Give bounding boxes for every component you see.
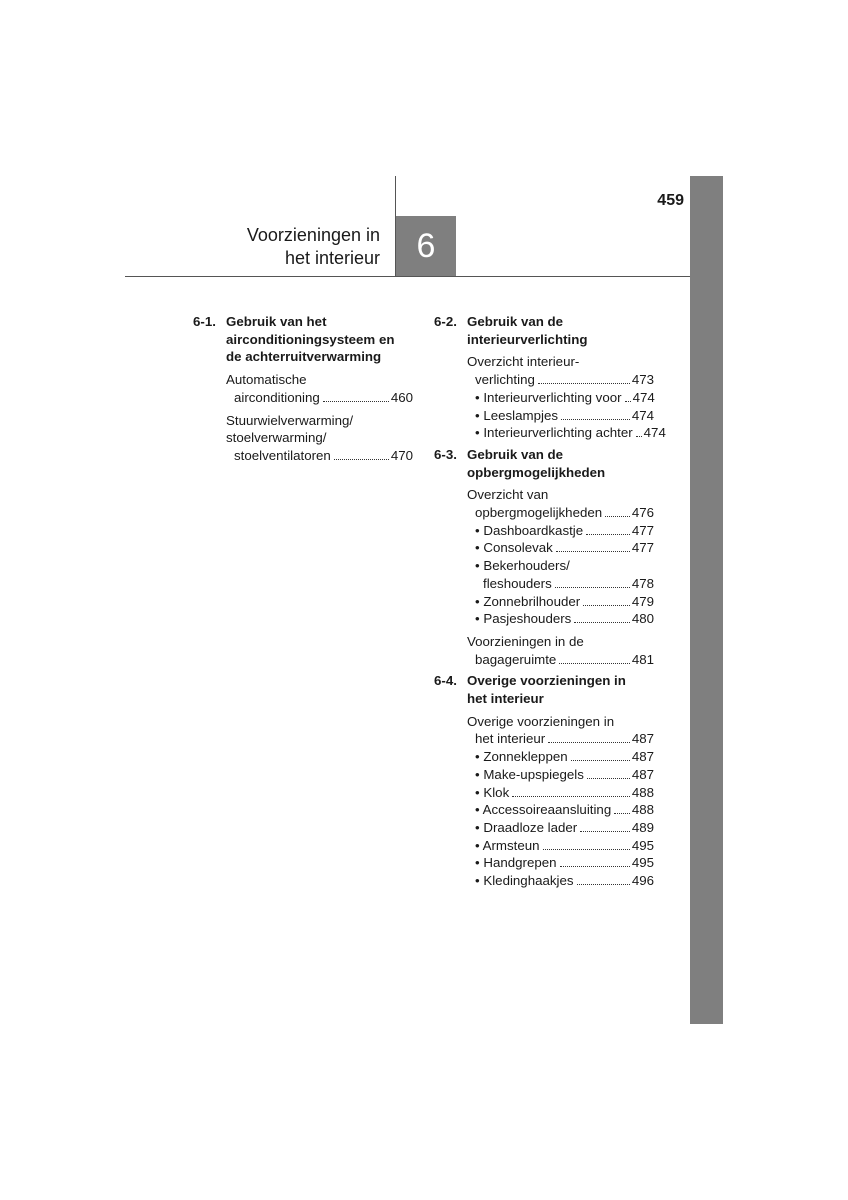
header-horizontal-rule xyxy=(125,276,690,277)
section-number: 6-2. xyxy=(434,314,457,329)
leader-dots xyxy=(583,605,630,606)
toc-sub-entry[interactable] xyxy=(467,819,654,837)
leader-dots xyxy=(538,383,630,384)
leader-dots xyxy=(561,419,630,420)
toc-page-number: 479 xyxy=(631,593,654,609)
toc-entry-label: stoelventilatoren xyxy=(234,447,331,463)
toc-page-number: 495 xyxy=(631,837,654,853)
leader-dots xyxy=(323,401,389,402)
toc-entry-line[interactable] xyxy=(467,371,654,389)
leader-dots xyxy=(614,813,630,814)
toc-page-number: 474 xyxy=(643,425,666,441)
toc-entry-label: • Draadloze lader xyxy=(475,819,578,835)
section-title-line: airconditioningsysteem en xyxy=(226,331,395,347)
section-number: 6-4. xyxy=(434,673,457,689)
leader-dots xyxy=(625,401,631,402)
leader-dots xyxy=(548,742,630,743)
toc-entry-label: • Armsteun xyxy=(475,837,540,853)
chapter-number: 6 xyxy=(416,226,436,265)
toc-page-number: 474 xyxy=(632,389,655,405)
toc-page-number: 477 xyxy=(631,540,654,556)
toc-sub-entry[interactable] xyxy=(467,575,654,593)
section-title-line: Overige voorzieningen in xyxy=(467,673,626,689)
chapter-title-line: Voorzieningen in xyxy=(246,225,380,245)
toc-entry-label: • Zonnekleppen xyxy=(475,749,568,765)
toc-sub-entry[interactable] xyxy=(467,766,654,784)
section-title-line: Gebruik van de xyxy=(467,314,564,329)
section-number: 6-3. xyxy=(434,446,457,462)
toc-entry-label: fleshouders xyxy=(483,575,552,591)
toc-page-number: 478 xyxy=(631,575,654,591)
chapter-title-line: het interieur xyxy=(284,248,380,268)
toc-entry-line[interactable] xyxy=(226,389,413,407)
page-number: 459 xyxy=(657,192,684,209)
toc-entry xyxy=(193,412,413,465)
toc-sub-entry[interactable] xyxy=(467,389,654,407)
toc-entry-text: Automatische xyxy=(226,372,307,388)
leader-dots xyxy=(587,778,630,779)
toc-sub-entry[interactable] xyxy=(467,407,654,425)
toc-page-number: 481 xyxy=(631,651,654,667)
toc-entry-label: • Klok xyxy=(475,784,510,800)
toc-entry xyxy=(434,633,654,668)
toc-entry-label: • Kledinghaakjes xyxy=(475,873,574,889)
toc-entry-label: • Pasjeshouders xyxy=(475,611,572,627)
section-title-line: opbergmogelijkheden xyxy=(467,464,606,480)
toc-page-number: 487 xyxy=(631,749,654,765)
toc-page-number: 487 xyxy=(631,766,654,782)
toc-section-heading[interactable] xyxy=(434,446,654,481)
leader-dots xyxy=(560,866,630,867)
toc-entry-label: het interieur xyxy=(475,731,546,747)
toc-sub-entry[interactable] xyxy=(467,784,654,802)
chapter-side-tab xyxy=(690,176,723,1024)
toc-entry-label: • Interieurverlichting voor xyxy=(475,389,622,405)
toc-sub-entry[interactable] xyxy=(467,593,654,611)
toc-entry-line[interactable] xyxy=(226,447,413,465)
toc-page-number: 473 xyxy=(631,372,654,388)
toc-page-number: 496 xyxy=(631,873,654,889)
toc-entry-label: • Consolevak xyxy=(475,540,553,556)
chapter-title xyxy=(247,224,380,270)
leader-dots xyxy=(559,663,629,664)
chapter-number-box xyxy=(396,216,456,276)
section-number: 6-1. xyxy=(193,314,216,329)
toc-page-number: 495 xyxy=(631,855,654,871)
toc-page-number: 488 xyxy=(631,784,654,800)
toc-entry-label: • Handgrepen xyxy=(475,855,557,871)
toc-sub-entry[interactable] xyxy=(467,854,654,872)
toc-entry-label: • Make-upspiegels xyxy=(475,766,584,782)
toc-page-number: 460 xyxy=(390,389,413,405)
section-title-line: Gebruik van het xyxy=(226,314,327,329)
toc-entry xyxy=(193,371,413,406)
toc-entry-text: Overzicht van xyxy=(467,487,549,503)
toc-entry-label: verlichting xyxy=(475,372,535,388)
toc-entry xyxy=(434,486,654,628)
toc-page-number: 470 xyxy=(390,447,413,463)
toc-sub-entry[interactable] xyxy=(467,424,666,442)
toc-entry-text: Overige voorzieningen in xyxy=(467,713,615,729)
toc-page-number: 477 xyxy=(631,522,654,538)
leader-dots xyxy=(574,622,630,623)
toc-section-heading[interactable] xyxy=(434,313,654,348)
toc-entry-text: Stuurwielverwarming/ xyxy=(226,412,354,428)
toc-entry-line[interactable] xyxy=(467,651,654,669)
toc-left-column xyxy=(193,313,413,469)
toc-right-column xyxy=(434,313,666,894)
toc-sub-entry[interactable] xyxy=(467,801,654,819)
leader-dots xyxy=(586,534,630,535)
toc-entry-label: airconditioning xyxy=(234,389,320,405)
toc-section xyxy=(193,313,413,465)
leader-dots xyxy=(636,436,642,437)
toc-entry-label: opbergmogelijkheden xyxy=(475,505,603,521)
section-title-line: interieurverlichting xyxy=(467,331,588,347)
toc-section-heading[interactable] xyxy=(434,672,654,707)
toc-sub-entry[interactable] xyxy=(467,610,654,628)
leader-dots xyxy=(543,849,630,850)
toc-entry-line[interactable] xyxy=(467,730,654,748)
leader-dots xyxy=(512,796,630,797)
section-title-line: Gebruik van de xyxy=(467,446,564,462)
leader-dots xyxy=(580,831,630,832)
section-title xyxy=(467,313,654,348)
toc-section xyxy=(434,672,654,889)
toc-entry-label: • Leeslampjes xyxy=(475,407,559,423)
toc-entry-label: • Zonnebrilhouder xyxy=(475,593,581,609)
leader-dots xyxy=(334,459,389,460)
toc-section-heading[interactable] xyxy=(193,313,413,366)
toc-sub-entry-text: • Bekerhouders/ xyxy=(475,558,570,574)
section-title xyxy=(467,446,654,481)
toc-sub-entry[interactable] xyxy=(467,837,654,855)
toc-entry-text: Voorzieningen in de xyxy=(467,633,584,649)
toc-entry-text: stoelverwarming/ xyxy=(226,430,327,446)
section-title-line: de achterruitverwarming xyxy=(226,349,382,365)
section-title xyxy=(226,313,413,366)
toc-entry-label: bagageruimte xyxy=(475,651,557,667)
leader-dots xyxy=(577,884,630,885)
leader-dots xyxy=(556,551,630,552)
toc-entry-label: • Interieurverlichting achter xyxy=(475,425,633,441)
toc-section xyxy=(434,446,654,668)
toc-entry-text: Overzicht interieur- xyxy=(467,354,580,370)
toc-entry-label: • Accessoireaansluiting xyxy=(475,802,612,818)
section-title-line: het interieur xyxy=(467,691,544,707)
toc-page-number: 474 xyxy=(631,407,654,423)
toc-entry-line[interactable] xyxy=(467,504,654,522)
leader-dots xyxy=(571,760,630,761)
toc-sub-entry[interactable] xyxy=(467,522,654,540)
toc-page-number: 489 xyxy=(631,819,654,835)
toc-sub-entry[interactable] xyxy=(467,539,654,557)
toc-page-number: 476 xyxy=(631,505,654,521)
toc-page-number: 487 xyxy=(631,731,654,747)
toc-page-number: 488 xyxy=(631,802,654,818)
toc-section xyxy=(434,313,666,442)
leader-dots xyxy=(555,587,630,588)
toc-sub-entry[interactable] xyxy=(467,748,654,766)
toc-entry xyxy=(434,713,654,890)
leader-dots xyxy=(605,516,630,517)
toc-page-number: 480 xyxy=(631,611,654,627)
toc-sub-entry[interactable] xyxy=(467,872,654,890)
toc-entry-label: • Dashboardkastje xyxy=(475,522,584,538)
section-title xyxy=(467,672,654,707)
toc-entry xyxy=(434,353,666,442)
